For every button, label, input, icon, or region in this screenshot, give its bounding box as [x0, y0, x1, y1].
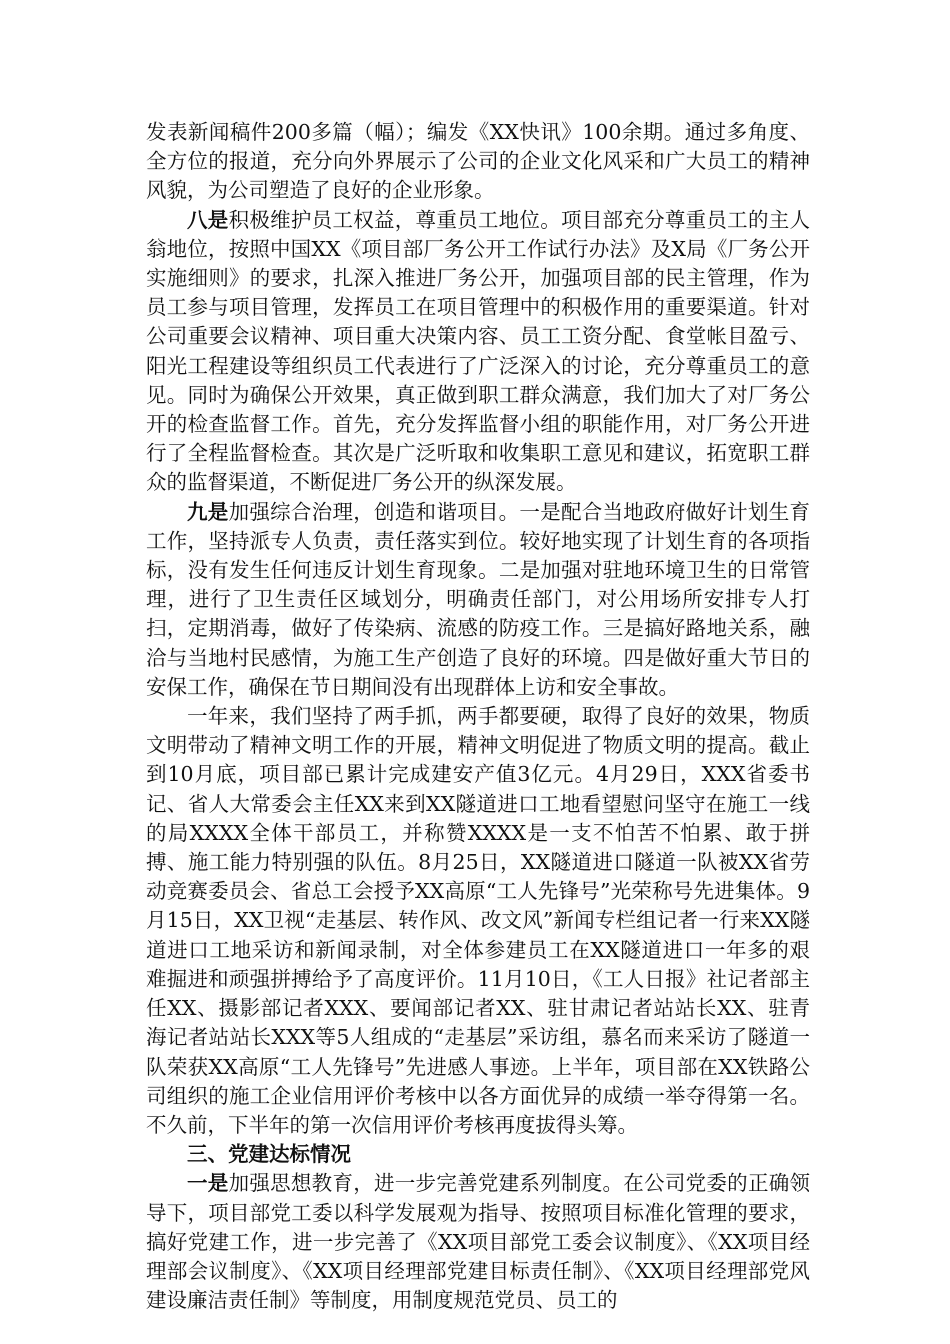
paragraph-2 — [146, 206, 810, 498]
paragraph-3-text: 加强综合治理，创造和谐项目。一是配合当地政府做好计划生育工作，坚持派专人负责，责任落实到位。较好地实现了计划生育的各项指标，没有发生任何违反计划生育现象。二是加强对驻地环境卫生的日常管理，进行了卫生责任区域划分，明确责任部门，对公用场所安排专人打扫，定期消毒，做好了传染病、流感的防疫工作。三是搞好路地关系，融洽与当地村民感情，为施工生产创造了良好的环境。四是做好重大节日的安保工作，确保在节日期间没有出现群体上访和安全事故。 — [146, 499, 811, 699]
section-heading: 三、党建达标情况 — [187, 1142, 351, 1167]
paragraph-1-text: 发表新闻稿件200多篇（幅）；编发《XX快讯》100余期。通过多角度、全方位的报道，充分向外界展示了公司的企业文化风采和广大员工的精神风貌，为公司塑造了良好的企业形象。 — [146, 120, 810, 203]
paragraph-3-lead: 九是 — [187, 499, 229, 524]
paragraph-4-text: 一年来，我们坚持了两手抓，两手都要硬，取得了良好的效果，物质文明带动了精神文明工作的开展，精神文明促进了物质文明的提高。截止到10月底，项目部已累计完成建安产值3亿元。4月29日，XXX省委书记、省人大常委会主任XX来到XX隧道进口工地看望慰问坚守在施工一线的局XXXX全体干部员工，并称赞XXXX是一支不怕苦不怕累、敢于拼搏、施工能力特别强的队伍。8月25日，XX隧道进口隧道一队被XX省劳动竞赛委员会、省总工会授予XX高原“工人先锋号”光荣称号先进集体。9月15日，XX卫视“走基层、转作风、改文风”新闻专栏组记者一行来XX隧道进口工地采访和新闻录制，对全体参建员工在XX隧道进口一年多的艰难掘进和顽强拼搏给予了高度评价。11月10日，《工人日报》社记者部主任XX、摄影部记者XXX、要闻部记者XX、驻甘肃记者站站长XX、驻青海记者站站长XXX等5人组成的“走基层”采访组，慕名而来采访了隧道一队荣获XX高原“工人先锋号”先进感人事迹。上半年，项目部在XX铁路公司组织的施工企业信用评价考核中以各方面优异的成绩一举夺得第一名。不久前，下半年的第一次信用评价考核再度拔得头筹。 — [146, 704, 810, 1137]
paragraph-2-lead: 八是 — [187, 207, 229, 232]
paragraph-1 — [146, 118, 810, 206]
paragraph-5-lead: 一是 — [187, 1171, 229, 1196]
paragraph-2-text: 积极维护员工权益，尊重员工地位。项目部充分尊重员工的主人翁地位，按照中国XX《项目部厂务公开工作试行办法》及X局《厂务公开实施细则》的要求，扎深入推进厂务公开，加强项目部的民主管理，作为员工参与项目管理，发挥员工在项目管理中的积极作用的重要渠道。针对公司重要会议精神、项目重大决策内容、员工工资分配、食堂帐目盈亏、阳光工程建设等组织员工代表进行了广泛深入的讨论，充分尊重员工的意见。同时为确保公开效果，真正做到职工群众满意，我们加大了对厂务公开的检查监督工作。首先，充分发挥监督小组的职能作用，对厂务公开进行了全程监督检查。其次是广泛听取和收集职工意见和建议，拓宽职工群众的监督渠道，不断促进厂务公开的纵深发展。 — [146, 207, 811, 495]
paragraph-3 — [146, 498, 810, 702]
paragraph-5-text: 加强思想教育，进一步完善党建系列制度。在公司党委的正确领导下，项目部党工委以科学发展观为指导、按照项目标准化管理的要求，搞好党建工作，进一步完善了《XX项目部党工委会议制度》、《XX项目经理部会议制度》、《XX项目经理部党建目标责任制》、《XX项目经理部党风建设廉洁责任制》等制度，用制度规范党员、员工的 — [146, 1171, 811, 1313]
paragraph-5 — [146, 1169, 810, 1315]
document-page — [146, 118, 810, 1315]
paragraph-4 — [146, 702, 810, 1140]
